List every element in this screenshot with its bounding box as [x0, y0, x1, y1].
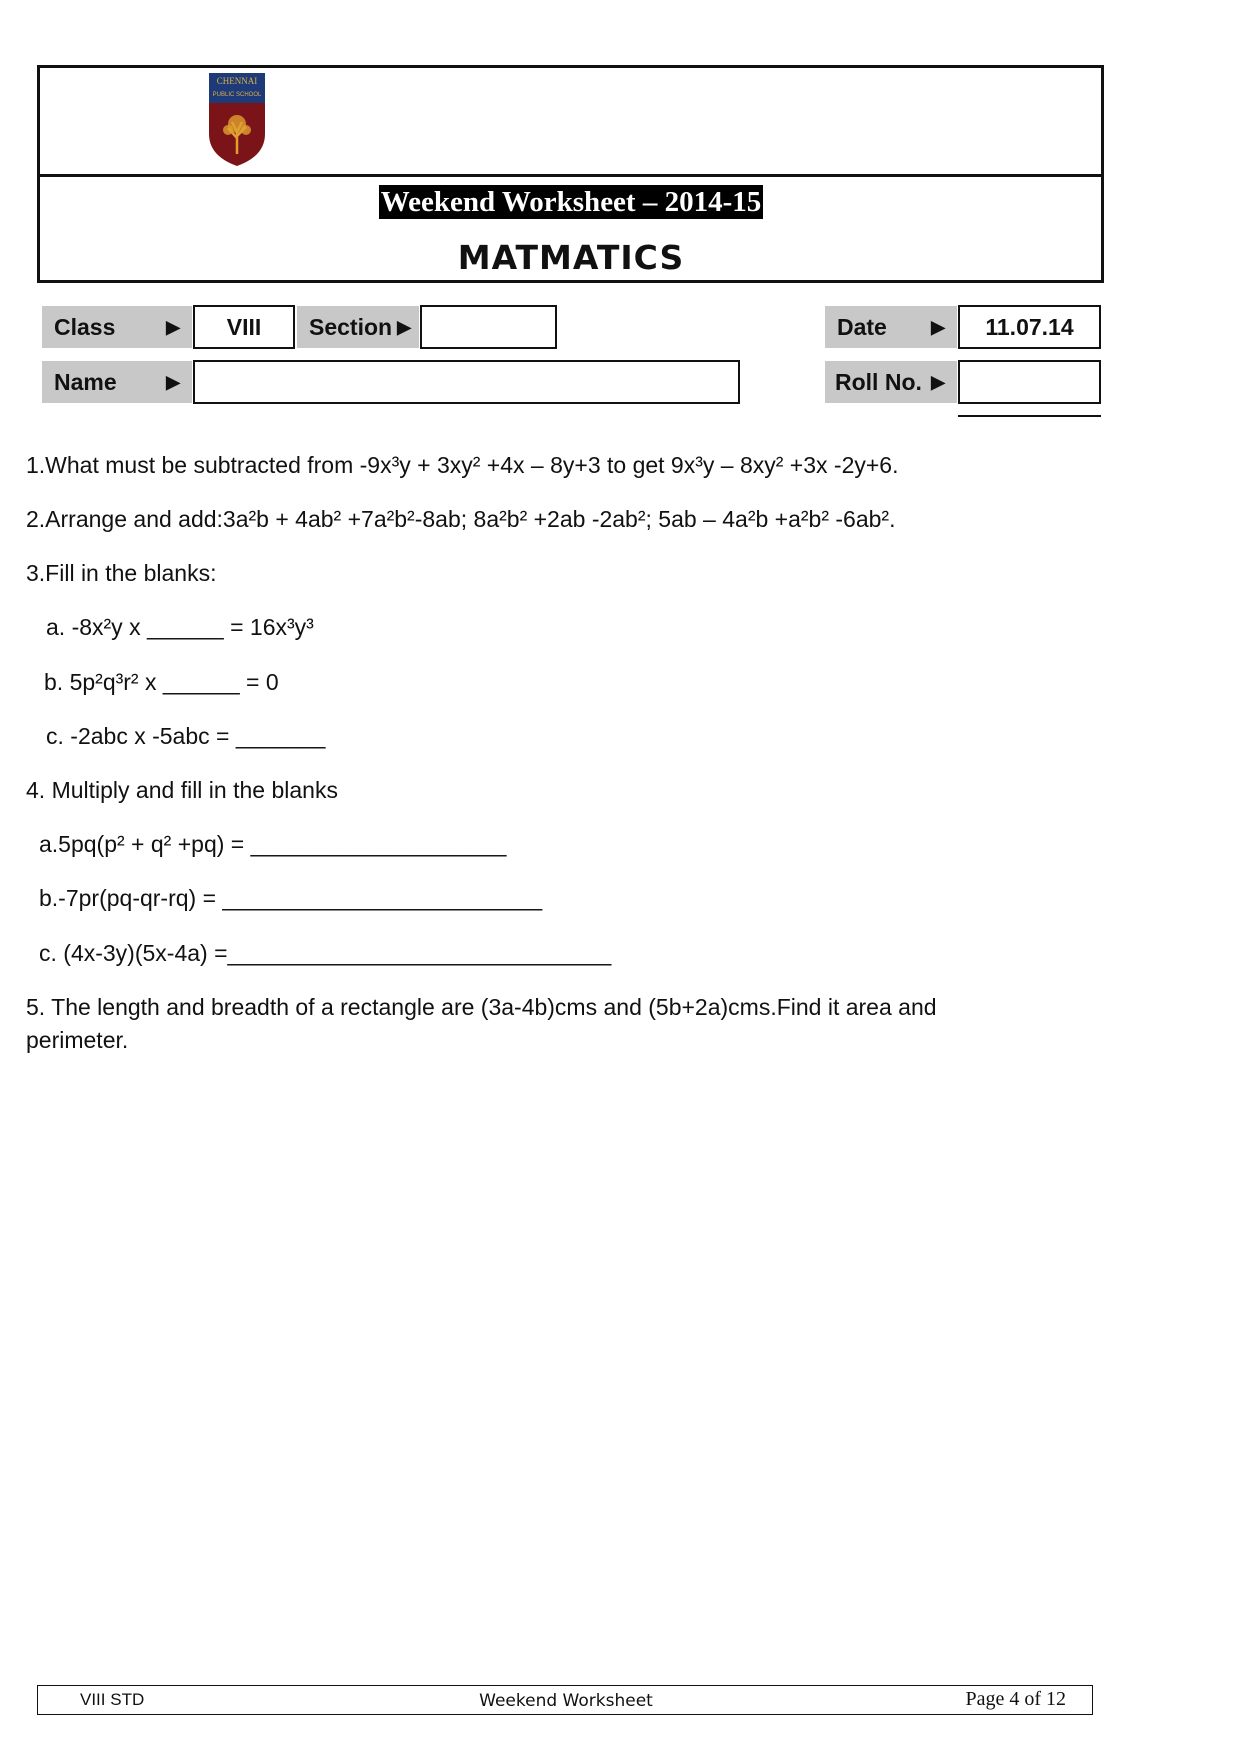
footer-class: VIII STD — [80, 1690, 145, 1709]
footer — [37, 1685, 1093, 1715]
section-label — [297, 306, 419, 348]
question-4a: a.5pq(p² + q² +pq) = ____________________ — [39, 831, 507, 857]
header-divider — [37, 174, 1104, 177]
question-4b: b.-7pr(pq-qr-rq) = _________________________ — [39, 885, 543, 911]
roll-value-box[interactable] — [958, 360, 1101, 404]
footer-title: Weekend Worksheet — [479, 1691, 653, 1711]
roll-underline — [958, 415, 1101, 417]
class-value-box[interactable]: VIII — [193, 305, 295, 349]
question-3: 3.Fill in the blanks: — [26, 560, 217, 586]
school-logo — [208, 72, 266, 167]
question-3a: a. -8x²y x ______ = 16x³y³ — [46, 614, 314, 640]
name-value-box[interactable] — [193, 360, 740, 404]
question-5-line-1: 5. The length and breadth of a rectangle are (3a-4b)cms and (5b+2a)cms.Find it area and — [26, 994, 937, 1020]
footer-page-number: Page 4 of 12 — [965, 1688, 1066, 1710]
arrow-right-icon: ▶ — [931, 372, 945, 392]
section-value-box[interactable] — [420, 305, 557, 349]
logo-text-bottom: PUBLIC SCHOOL — [212, 92, 262, 98]
class-label — [42, 306, 192, 348]
arrow-right-icon: ▶ — [166, 372, 180, 392]
roll-label — [825, 361, 957, 403]
logo-text-top: CHENNAI — [216, 76, 258, 86]
question-3b: b. 5p²q³r² x ______ = 0 — [44, 669, 279, 695]
roll-label-text: Roll No. — [835, 369, 922, 395]
question-3c: c. -2abc x -5abc = _______ — [46, 723, 326, 749]
arrow-right-icon: ▶ — [397, 317, 411, 337]
section-label-text: Section — [309, 314, 393, 340]
subject-title: MATMATICS — [457, 238, 685, 277]
date-label-text: Date — [837, 314, 887, 340]
question-4c: c. (4x-3y)(5x-4a) =______________________________ — [39, 940, 612, 966]
worksheet-title: Weekend Worksheet – 2014-15 — [380, 186, 762, 218]
name-label — [42, 361, 192, 403]
question-5-line-2: perimeter. — [26, 1027, 129, 1053]
question-4: 4. Multiply and fill in the blanks — [26, 777, 338, 803]
class-label-text: Class — [54, 314, 116, 340]
date-value-box[interactable]: 11.07.14 — [958, 305, 1101, 349]
question-2: 2.Arrange and add:3a²b + 4ab² +7a²b²-8ab; 8a²b² +2ab -2ab²; 5ab – 4a²b +a²b² -6ab². — [26, 506, 896, 532]
question-1: 1.What must be subtracted from -9x³y + 3xy² +4x – 8y+3 to get 9x³y – 8xy² +3x -2y+6. — [26, 452, 899, 478]
arrow-right-icon: ▶ — [166, 317, 180, 337]
date-label — [825, 306, 957, 348]
worksheet-title-row — [0, 186, 1142, 219]
name-label-text: Name — [54, 369, 117, 395]
arrow-right-icon: ▶ — [931, 317, 945, 337]
